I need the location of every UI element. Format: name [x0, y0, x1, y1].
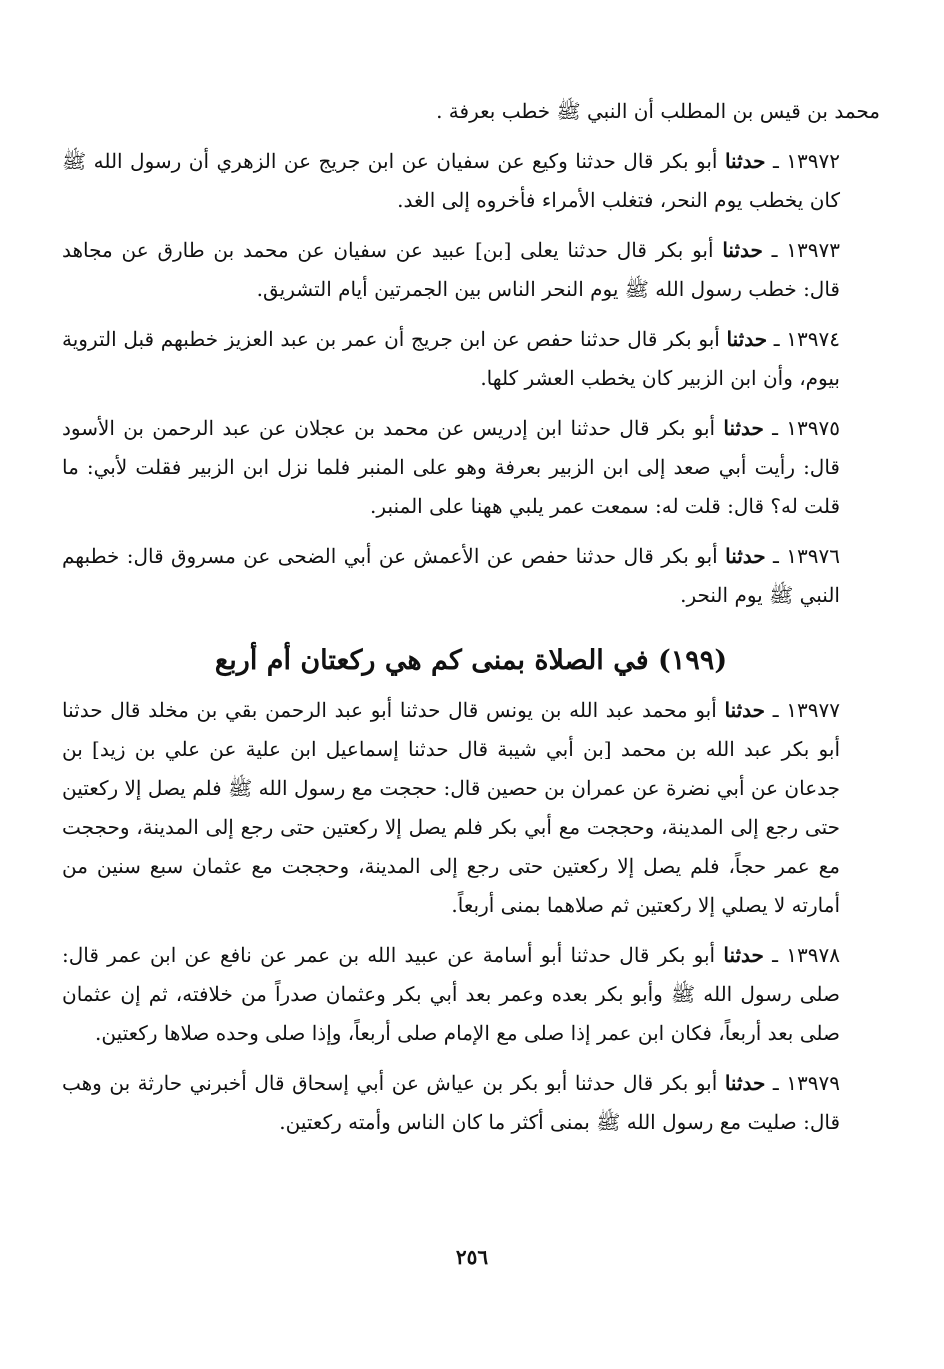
hadith-number: ١٣٩٧٤: [786, 327, 841, 351]
hadith-keyword: حدثنا: [726, 327, 768, 351]
hadith-paragraph: ١٣٩٧٨ ـ حدثنا أبو بكر قال حدثنا أبو أسامة عن عبيد الله بن عمر عن نافع عن ابن عمر قال: صلى رسول الله ﷺ وأبو بكر بعده وعمر بعد أبي بكر وعثمان صدراً من خلافته، ثم إن عثمان صلى بعد أربعاً، فكان ابن عمر إذا صلى مع الإمام صلى أربعاً، وإذا صلى وحده صلاها ركعتين.: [62, 943, 840, 1045]
hadith-paragraph: ١٣٩٧٦ ـ حدثنا أبو بكر قال حدثنا حفص عن الأعمش عن أبي الضحى عن مسروق قال: خطبهم النبي ﷺ يوم النحر.: [62, 544, 841, 607]
hadith-paragraph: ١٣٩٧٤ ـ حدثنا أبو بكر قال حدثنا حفص عن ابن جريج أن عمر بن عبد العزيز خطبهم قبل التروية بيوم، وأن ابن الزبير كان يخطب العشر كلها.: [62, 327, 841, 390]
hadith-number: ١٣٩٧٥: [786, 416, 840, 440]
hadith-text: أبو بكر قال حدثنا وكيع عن سفيان عن ابن جريج عن الزهري أن رسول الله ﷺ كان يخطب يوم النحر، فتغلب الأمراء فأخروه إلى الغد.: [62, 149, 840, 212]
hadith-number: ١٣٩٧٧: [786, 698, 840, 722]
document-page: [62, 92, 880, 1153]
chapter-heading: (١٩٩) في الصلاة بمنى كم هي ركعتان أم أربع: [214, 645, 728, 676]
hadith-keyword: حدثنا: [723, 416, 764, 440]
hadith-text: أبو بكر قال حدثنا ابن إدريس عن محمد بن عجلان عن عبد الرحمن بن الأسود قال: رأيت أبي صعد إلى ابن الزبير بعرفة وهو على المنبر فلما نزل ابن الزبير فقلت لأبي: ما قلت له؟ قال: قلت له: سمعت عمر يلبي ههنا على المنبر.: [62, 416, 840, 518]
hadith-keyword: حدثنا: [723, 943, 764, 967]
hadith-paragraph: ١٣٩٧٢ ـ حدثنا أبو بكر قال حدثنا وكيع عن سفيان عن ابن جريج عن الزهري أن رسول الله ﷺ كان يخطب يوم النحر، فتغلب الأمراء فأخروه إلى الغد.: [62, 149, 840, 212]
hadith-text: أبو بكر قال حدثنا أبو أسامة عن عبيد الله بن عمر عن نافع عن ابن عمر قال: صلى رسول الله ﷺ وأبو بكر بعده وعمر بعد أبي بكر وعثمان صدراً من خلافته، ثم إن عثمان صلى بعد أربعاً، فكان ابن عمر إذا صلى مع الإمام صلى أربعاً، وإذا صلى وحده صلاها ركعتين.: [62, 943, 840, 1045]
hadith-keyword: حدثنا: [725, 544, 766, 568]
hadith-paragraph: ١٣٩٧٧ ـ حدثنا أبو محمد عبد الله بن يونس قال حدثنا أبو عبد الرحمن بقي بن مخلد قال حدثنا أبو بكر عبد الله بن محمد [بن أبي شيبة قال حدثنا إسماعيل ابن علية عن علي بن زيد] بن جدعان عن أبي نضرة عن عمران بن حصين قال: حججت مع رسول الله ﷺ فلم يصل إلا ركعتين حتى رجع إلى المدينة، وحججت مع أبي بكر فلم يصل إلا ركعتين حتى رجع إلى المدينة، وحججت مع عمر حجاً، فلم يصل إلا ركعتين حتى رجع إلى المدينة، وحججت مع عثمان سبع سنين من أمارته لا يصلي إلا ركعتين ثم صلاهما بمنى أربعاً.: [62, 698, 840, 917]
hadith-keyword: حدثنا: [724, 1071, 766, 1095]
hadith-keyword: حدثنا: [724, 149, 766, 173]
hadith-paragraph: ١٣٩٧٩ ـ حدثنا أبو بكر قال حدثنا أبو بكر بن عياش عن أبي إسحاق قال أخبرني حارثة بن وهب قال: صليت مع رسول الله ﷺ بمنى أكثر ما كان الناس وأمته ركعتين.: [62, 1071, 841, 1134]
hadith-number: ١٣٩٧٢: [786, 149, 840, 173]
hadith-text: أبو بكر قال حدثنا حفص عن الأعمش عن أبي الضحى عن مسروق قال: خطبهم النبي ﷺ يوم النحر.: [62, 544, 840, 607]
hadith-text: أبو بكر قال حدثنا يعلى [بن] عبيد عن سفيان عن محمد بن طارق عن مجاهد قال: خطب رسول الله ﷺ يوم النحر الناس بين الجمرتين أيام التشريق.: [62, 238, 840, 301]
hadith-number: ١٣٩٧٨: [786, 943, 840, 967]
hadith-keyword: حدثنا: [724, 698, 766, 722]
hadith-text: أبو بكر قال حدثنا أبو بكر بن عياش عن أبي إسحاق قال أخبرني حارثة بن وهب قال: صليت مع رسول الله ﷺ بمنى أكثر ما كان الناس وأمته ركعتين.: [62, 1071, 840, 1134]
hadith-paragraph: ١٣٩٧٣ ـ حدثنا أبو بكر قال حدثنا يعلى [بن] عبيد عن سفيان عن محمد بن طارق عن مجاهد قال: خطب رسول الله ﷺ يوم النحر الناس بين الجمرتين أيام التشريق.: [62, 238, 840, 301]
hadith-keyword: حدثنا: [722, 238, 763, 262]
hadith-text: أبو بكر قال حدثنا حفص عن ابن جريج أن عمر بن عبد العزيز خطبهم قبل التروية بيوم، وأن ابن الزبير كان يخطب العشر كلها.: [62, 327, 840, 390]
continuation-line: محمد بن قيس بن المطلب أن النبي ﷺ خطب بعرفة .: [436, 99, 880, 123]
page-number: ٢٥٦: [455, 1245, 489, 1269]
hadith-text: أبو محمد عبد الله بن يونس قال حدثنا أبو عبد الرحمن بقي بن مخلد قال حدثنا أبو بكر عبد الله بن محمد [بن أبي شيبة قال حدثنا إسماعيل ابن علية عن علي بن زيد] بن جدعان عن أبي نضرة عن عمران بن حصين قال: حججت مع رسول الله ﷺ فلم يصل إلا ركعتين حتى رجع إلى المدينة، وحججت مع أبي بكر فلم يصل إلا ركعتين حتى رجع إلى المدينة، وحججت مع عمر حجاً، فلم يصل إلا ركعتين حتى رجع إلى المدينة، وحججت مع عثمان سبع سنين من أمارته لا يصلي إلا ركعتين ثم صلاهما بمنى أربعاً.: [62, 698, 840, 917]
hadith-number: ١٣٩٧٩: [786, 1071, 841, 1095]
hadith-number: ١٣٩٧٣: [786, 238, 840, 262]
hadith-number: ١٣٩٧٦: [786, 544, 841, 568]
hadith-paragraph: ١٣٩٧٥ ـ حدثنا أبو بكر قال حدثنا ابن إدريس عن محمد بن عجلان عن عبد الرحمن بن الأسود قال: رأيت أبي صعد إلى ابن الزبير بعرفة وهو على المنبر فلما نزل ابن الزبير فقلت لأبي: ما قلت له؟ قال: قلت له: سمعت عمر يلبي ههنا على المنبر.: [62, 416, 840, 518]
